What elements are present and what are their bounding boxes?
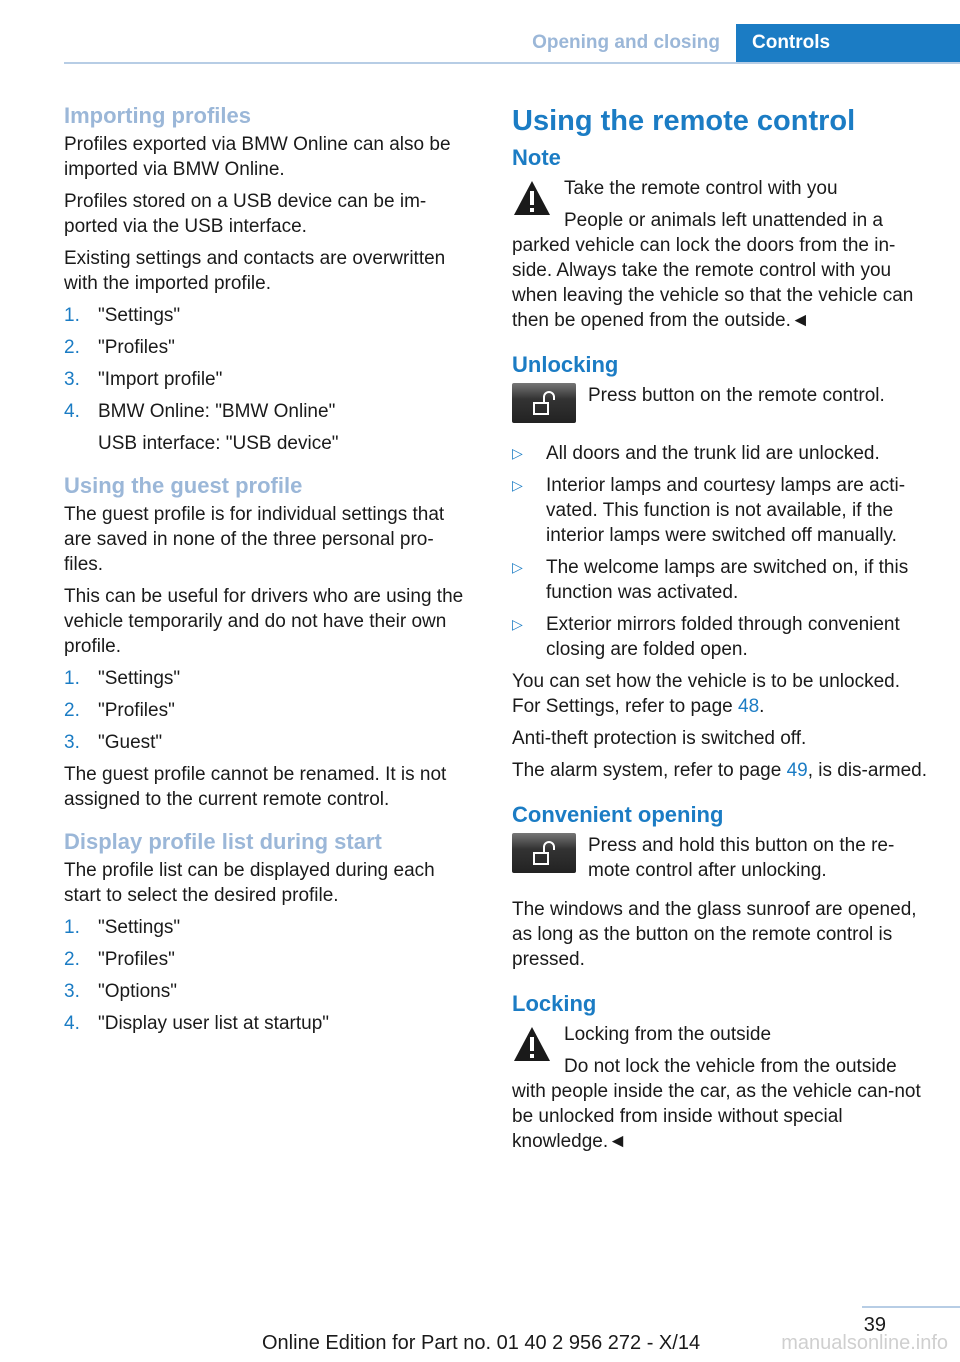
list-item: 2. "Profiles" (64, 337, 175, 358)
locking-warning-title: Locking from the outside (564, 1024, 772, 1045)
list-item: 3. "Import profile" (64, 369, 223, 390)
list-item: 1. "Settings" (64, 917, 181, 938)
display-profile-list-heading: Display profile list during start (64, 829, 382, 854)
list-item: 2. "Profiles" (64, 949, 175, 970)
note-warning (512, 176, 930, 333)
unlock-key-block (512, 383, 930, 427)
triangle-bullet-icon: ▷ (512, 445, 523, 461)
list-item: 4. "Display user list at startup" (64, 1013, 330, 1034)
page-49-link[interactable]: 49 (786, 760, 808, 781)
list-item: 2. "Profiles" (64, 700, 175, 721)
convenient-key-block (512, 833, 930, 883)
guest-paragraph-2: This can be useful for drivers who are using the vehicle temporarily and do not have their own profile. (64, 586, 464, 657)
unlock-button-icon (512, 833, 576, 873)
unlock-effects-list (512, 441, 930, 662)
header-chapter-tab[interactable]: Controls (736, 24, 960, 62)
alarm-paragraph: The alarm system, refer to page 49, is dis‐armed. (512, 760, 928, 781)
list-item: 4. BMW Online: "BMW Online" USB interface: "USB device" (64, 401, 339, 454)
import-steps (64, 303, 470, 456)
locking-heading: Locking (512, 991, 597, 1016)
left-column (64, 100, 470, 1043)
list-item: ▷ Exterior mirrors folded through convenient closing are folded open. (512, 614, 900, 660)
list-item: 1. "Settings" (64, 305, 181, 326)
edition-text: Online Edition for Part no. 01 40 2 956 272 - X/14 (262, 1332, 701, 1354)
unlock-settings-paragraph: You can set how the vehicle is to be unlocked. For Settings, refer to page 48. (512, 671, 900, 717)
unlock-button-icon (512, 383, 576, 423)
importing-profiles-heading: Importing profiles (64, 103, 251, 128)
right-column (512, 100, 930, 1158)
list-item: ▷ Interior lamps and courtesy lamps are acti‐vated. This function is not available, if the interior lamps were switched off manually. (512, 475, 906, 546)
page-header (64, 24, 960, 64)
anti-theft-paragraph: Anti-theft protection is switched off. (512, 728, 807, 749)
convenient-opening-heading: Convenient opening (512, 802, 724, 827)
page-number: 39 (863, 1314, 886, 1336)
footer-divider (862, 1306, 960, 1308)
import-paragraph-1: Profiles exported via BMW Online can also be imported via BMW Online. (64, 134, 451, 180)
page-48-link[interactable]: 48 (738, 696, 760, 717)
note-warning-title: Take the remote control with you (564, 178, 838, 199)
list-item: ▷ All doors and the trunk lid are unlocked. (512, 443, 880, 464)
watermark-text: manualsonline.info (781, 1332, 948, 1354)
note-warning-text: People or animals left unattended in a parked vehicle can lock the doors from the in‐side. Always take the remote control with you when leaving the vehicle so that the vehicle can then be opened from the outside.◄ (512, 210, 914, 331)
triangle-bullet-icon: ▷ (512, 616, 523, 632)
convenient-key-text: Press and hold this button on the re‐mote control after unlocking. (588, 835, 895, 881)
warning-triangle-icon (512, 178, 552, 218)
list-item: 3. "Guest" (64, 732, 163, 753)
locking-warning-text: Do not lock the vehicle from the outside with people inside the car, as the vehicle can‐not be unlocked from inside without special knowledge.◄ (512, 1056, 921, 1152)
remote-control-heading: Using the remote control (512, 105, 856, 137)
guest-paragraph-1: The guest profile is for individual settings that are saved in none of the three personal pro‐files. (64, 504, 445, 575)
guest-paragraph-3: The guest profile cannot be renamed. It is not assigned to the current remote control. (64, 764, 447, 810)
locking-warning (512, 1022, 930, 1154)
guest-profile-heading: Using the guest profile (64, 473, 303, 498)
triangle-bullet-icon: ▷ (512, 477, 523, 493)
list-item: 1. "Settings" (64, 668, 181, 689)
note-heading: Note (512, 145, 561, 170)
warning-triangle-icon (512, 1024, 552, 1064)
triangle-bullet-icon: ▷ (512, 559, 523, 575)
import-paragraph-2: Profiles stored on a USB device can be im‐ported via the USB interface. (64, 191, 427, 237)
list-item: 3. "Options" (64, 981, 177, 1002)
convenient-paragraph: The windows and the glass sunroof are opened, as long as the button on the remote control is pressed. (512, 899, 917, 970)
display-paragraph-1: The profile list can be displayed during each start to select the desired profile. (64, 860, 435, 906)
unlocking-heading: Unlocking (512, 352, 619, 377)
import-paragraph-3: Existing settings and contacts are overwritten with the imported profile. (64, 248, 446, 294)
unlock-key-text: Press button on the remote control. (588, 385, 885, 406)
list-item: ▷ The welcome lamps are switched on, if this function was activated. (512, 557, 909, 603)
display-steps (64, 915, 470, 1036)
guest-steps (64, 666, 470, 755)
header-section-title: Opening and closing (532, 32, 720, 53)
